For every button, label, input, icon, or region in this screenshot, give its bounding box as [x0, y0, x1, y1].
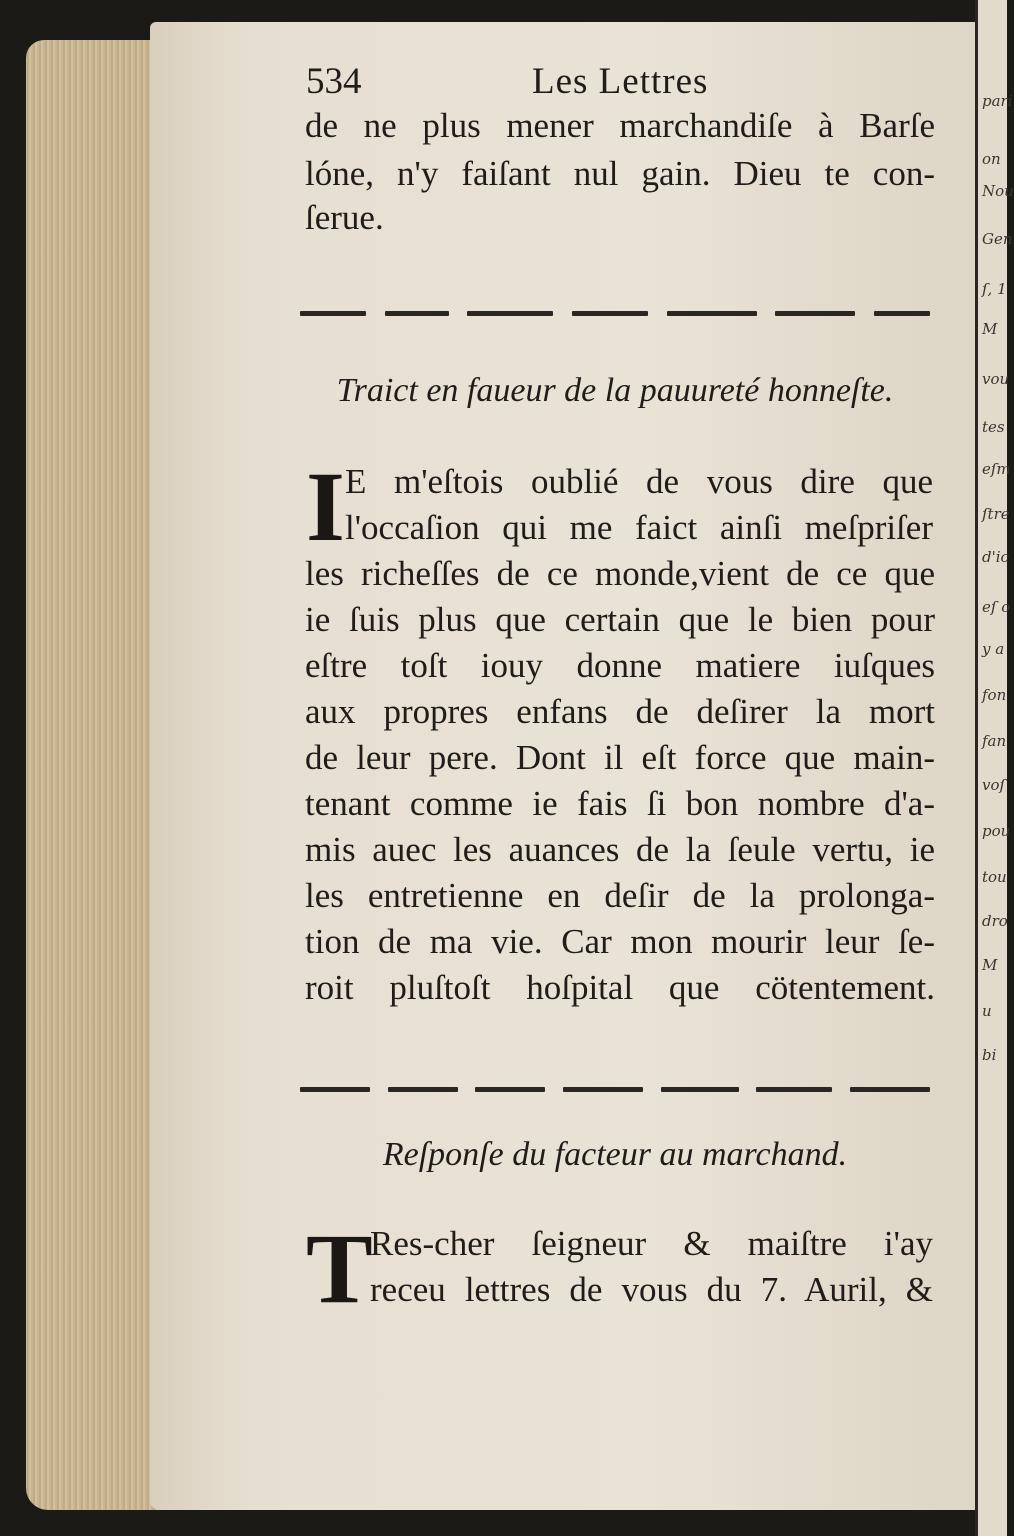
adjacent-text: eſ o [982, 598, 1011, 616]
paragraph-line: de leur pere. Dont il eſt force que main- [305, 738, 935, 777]
drop-cap: T [306, 1213, 373, 1324]
page-number: 534 [306, 61, 362, 102]
adjacent-text: fon [982, 686, 1007, 704]
paragraph-line: tenant comme ie fais ſi bon nombre d'a- [305, 784, 935, 823]
adjacent-text: pou [982, 822, 1011, 840]
adjacent-text: fan [982, 732, 1007, 750]
paragraph-line: aux propres enfans de deſirer la mort [305, 692, 935, 731]
intro-line: ſerue. [305, 198, 384, 237]
adjacent-text: dro [982, 912, 1008, 930]
intro-line: lóne, n'y faiſant nul gain. Dieu te con- [305, 154, 935, 193]
section-heading: Traict en faueur de la pauureté honneſte. [336, 372, 894, 409]
adjacent-text: eſm [982, 460, 1011, 478]
paragraph-line: ie ſuis plus que certain que le bien pour [305, 600, 935, 639]
adjacent-text: ſtre [982, 505, 1010, 523]
adjacent-text: u [982, 1002, 992, 1020]
paragraph-line: les entretienne en deſir de la prolonga- [305, 876, 935, 915]
adjacent-text: ſ, 1 [982, 280, 1007, 298]
paragraph-line: E m'eſtois oublié de vous dire que [345, 462, 933, 501]
book-page-edges [26, 40, 166, 1510]
section-heading: Reſponſe du facteur au marchand. [382, 1136, 848, 1173]
adjacent-text: voſ [982, 776, 1006, 794]
adjacent-text: tou [982, 868, 1007, 886]
adjacent-page-strip [975, 0, 1014, 1536]
paragraph-line: eſtre toſt iouy donne matiere iuſques [305, 646, 935, 685]
adjacent-text: d'ic [982, 548, 1009, 566]
adjacent-text: Nou [982, 182, 1014, 200]
running-title: Les Lettres [532, 61, 709, 102]
paragraph-line: tion de ma vie. Car mon mourir leur ſe- [305, 922, 935, 961]
drop-cap: I [306, 451, 345, 562]
paragraph-line: les richeſſes de ce monde,vient de ce que [305, 554, 935, 593]
adjacent-text: tes [982, 418, 1005, 436]
adjacent-text: Gen [982, 230, 1013, 248]
adjacent-text: pari [982, 92, 1013, 110]
adjacent-text: M [982, 956, 998, 974]
paragraph-line: receu lettres de vous du 7. Auril, & [370, 1270, 933, 1309]
adjacent-text: vou [982, 370, 1010, 388]
paragraph-line: roit pluſtoſt hoſpital que cötentement. [305, 968, 935, 1007]
ornamental-rule [300, 308, 930, 318]
adjacent-text: bi [982, 1046, 997, 1064]
intro-line: de ne plus mener marchandiſe à Barſe [305, 106, 935, 145]
adjacent-text: y a [982, 640, 1005, 658]
running-header [300, 60, 930, 104]
paragraph-line: Res-cher ſeigneur & maiſtre i'ay [370, 1224, 933, 1263]
paragraph-line: l'occaſion qui me faict ainſi meſpriſer [345, 508, 933, 547]
adjacent-text: on [982, 150, 1001, 168]
ornamental-rule [300, 1084, 930, 1094]
paragraph-line: mis auec les auances de la ſeule vertu, ie [305, 830, 935, 869]
adjacent-text: M [982, 320, 998, 338]
